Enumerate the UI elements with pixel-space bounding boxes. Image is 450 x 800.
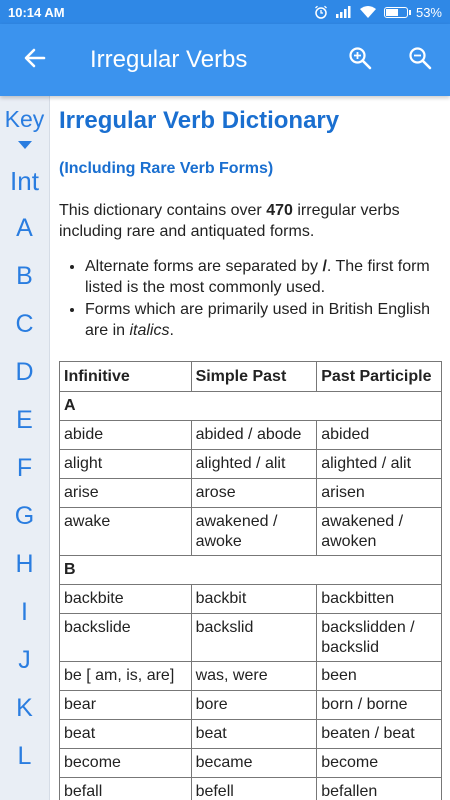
zoom-in-button[interactable]: [330, 24, 390, 96]
caret-down-icon[interactable]: [0, 132, 49, 158]
cell-infinitive: beat: [60, 720, 192, 749]
table-row: [60, 614, 442, 662]
signal-icon: [336, 6, 352, 18]
sidebar-item-k[interactable]: K: [16, 694, 33, 722]
intro-text-end: irregular verbs including rare and antiquated forms.: [59, 202, 400, 240]
cell-simple-past: befell: [191, 778, 317, 800]
section-row-b: [60, 556, 442, 585]
table-row: [60, 662, 442, 691]
verb-table: [59, 361, 442, 800]
cell-infinitive: abide: [60, 421, 192, 450]
cell-simple-past: abided / abode: [191, 421, 317, 450]
table-row: [60, 778, 442, 800]
cell-past-participle: backbitten: [317, 585, 442, 614]
key-button[interactable]: Key: [4, 106, 45, 132]
cell-past-participle: alighted / alit: [317, 450, 442, 479]
table-row: [60, 479, 442, 508]
cell-simple-past: backslid: [191, 614, 317, 662]
column-header-past-participle: Past Participle: [317, 362, 442, 392]
battery-icon: [384, 7, 408, 18]
back-arrow-icon: [24, 47, 46, 74]
cell-simple-past: bore: [191, 691, 317, 720]
italics-word: italics: [129, 322, 170, 339]
sidebar-item-g[interactable]: G: [14, 502, 35, 530]
cell-past-participle: been: [317, 662, 442, 691]
table-row: [60, 421, 442, 450]
page-title: Irregular Verb Dictionary: [59, 107, 340, 134]
zoom-in-icon: [348, 46, 372, 75]
section-label-a: A: [60, 392, 442, 421]
zoom-out-button[interactable]: [390, 24, 450, 96]
table-row: [60, 450, 442, 479]
cell-infinitive: become: [60, 749, 192, 778]
app-bar: [0, 24, 450, 96]
sidebar-item-c[interactable]: C: [15, 310, 34, 338]
cell-past-participle: awakened / awoken: [317, 508, 442, 556]
list-item: [85, 299, 430, 341]
table-row: [60, 585, 442, 614]
cell-past-participle: backslidden / backslid: [317, 614, 442, 662]
table-row: [60, 749, 442, 778]
cell-past-participle: become: [317, 749, 442, 778]
cell-past-participle: abided: [317, 421, 442, 450]
cell-past-participle: befallen: [317, 778, 442, 800]
intro-text-start: This dictionary contains over: [59, 202, 267, 219]
sidebar-item-j[interactable]: J: [18, 646, 31, 674]
sidebar-item-a[interactable]: A: [16, 214, 33, 242]
bullet1-text-end: . The first form listed is the most commonly used.: [85, 258, 430, 296]
column-header-infinitive: Infinitive: [60, 362, 192, 392]
sidebar-item-d[interactable]: D: [15, 358, 34, 386]
cell-simple-past: became: [191, 749, 317, 778]
status-bar: [0, 0, 450, 24]
section-row-a: [60, 392, 442, 421]
cell-infinitive: be [ am, is, are]: [60, 662, 192, 691]
index-sidebar: [0, 96, 50, 800]
cell-infinitive: backbite: [60, 585, 192, 614]
cell-simple-past: awakened / awoke: [191, 508, 317, 556]
status-icons: [314, 5, 442, 20]
notes-list: [85, 256, 430, 341]
app-title: Irregular Verbs: [90, 46, 248, 73]
bullet2-text-start: Forms which are primarily used in British English are in: [85, 301, 430, 339]
bullet2-text-end: .: [169, 322, 174, 339]
separator-symbol: /: [322, 258, 327, 275]
section-label-b: B: [60, 556, 442, 585]
cell-past-participle: beaten / beat: [317, 720, 442, 749]
cell-simple-past: alighted / alit: [191, 450, 317, 479]
alarm-icon: [314, 5, 328, 19]
wifi-icon: [360, 6, 376, 18]
column-header-simple-past: Simple Past: [191, 362, 317, 392]
sidebar-item-b[interactable]: B: [16, 262, 33, 290]
zoom-out-icon: [408, 46, 432, 75]
battery-percent: 53%: [415, 4, 442, 20]
cell-past-participle: arisen: [317, 479, 442, 508]
cell-infinitive: befall: [60, 778, 192, 800]
cell-infinitive: bear: [60, 691, 192, 720]
cell-infinitive: arise: [60, 479, 192, 508]
sidebar-item-l[interactable]: L: [17, 742, 32, 770]
cell-past-participle: born / borne: [317, 691, 442, 720]
cell-simple-past: was, were: [191, 662, 317, 691]
cell-infinitive: awake: [60, 508, 192, 556]
table-header-row: [60, 362, 442, 392]
sidebar-item-h[interactable]: H: [15, 550, 34, 578]
cell-simple-past: backbit: [191, 585, 317, 614]
table-row: [60, 720, 442, 749]
list-item: [85, 256, 430, 298]
intro-count: 470: [266, 202, 293, 219]
sidebar-item-int[interactable]: Int: [10, 166, 39, 196]
table-row: [60, 508, 442, 556]
sidebar-item-e[interactable]: E: [16, 406, 33, 434]
page-subtitle: (Including Rare Verb Forms): [59, 160, 274, 177]
status-time: 10:14 AM: [8, 4, 65, 20]
cell-infinitive: backslide: [60, 614, 192, 662]
intro-paragraph: [59, 200, 439, 242]
bullet1-text-start: Alternate forms are separated by: [85, 258, 323, 275]
table-row: [60, 691, 442, 720]
back-button[interactable]: [0, 24, 70, 96]
sidebar-item-i[interactable]: I: [21, 598, 28, 626]
cell-simple-past: arose: [191, 479, 317, 508]
cell-simple-past: beat: [191, 720, 317, 749]
main-content[interactable]: [50, 96, 450, 800]
cell-infinitive: alight: [60, 450, 192, 479]
sidebar-item-f[interactable]: F: [16, 454, 33, 482]
app-bar-actions: [330, 24, 450, 96]
